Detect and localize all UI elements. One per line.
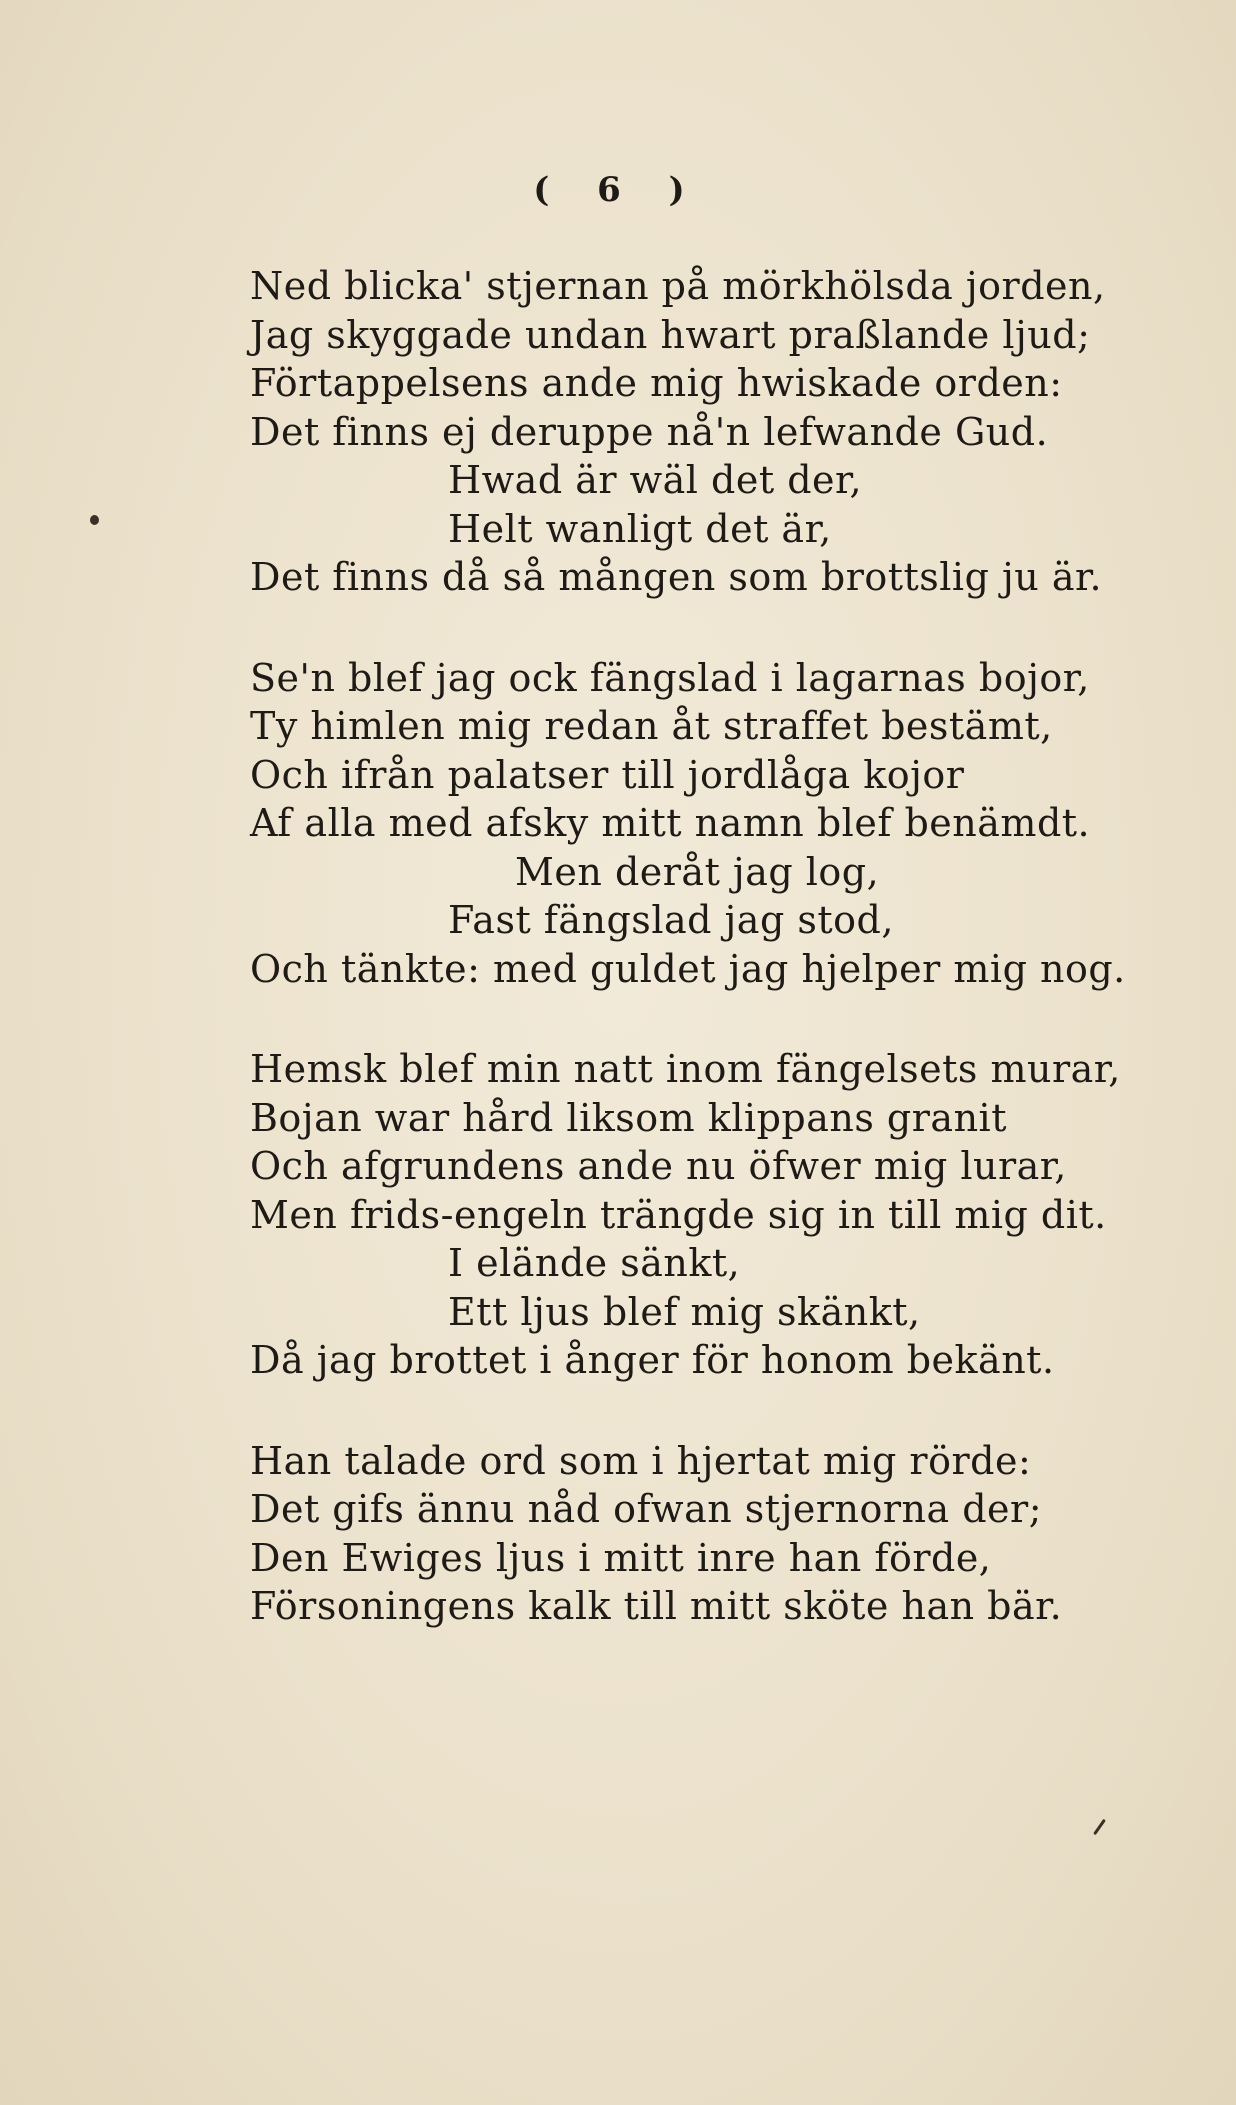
verse-line: Och ifrån palatser till jordlåga kojor bbox=[250, 752, 965, 797]
verse-line: Försoningens kalk till mitt sköte han bär. bbox=[250, 1584, 1063, 1628]
verse-line-indented: Hwad är wäl det der, bbox=[448, 458, 863, 502]
verse-line: Det gifs ännu nåd ofwan stjernorna der; bbox=[250, 1487, 1043, 1531]
verse-line: Det finns ej deruppe nå'n lefwande Gud. bbox=[250, 409, 1049, 454]
ink-mark bbox=[1093, 1819, 1106, 1835]
ink-speck bbox=[90, 515, 99, 525]
stanza bbox=[250, 654, 1150, 994]
verse-line: Af alla med afsky mitt namn blef benämdt. bbox=[250, 801, 1091, 845]
verse-line: Se'n blef jag ock fängslad i lagarnas bojor, bbox=[250, 655, 1090, 700]
poem bbox=[250, 262, 1150, 1683]
verse-line: Ty himlen mig redan åt straffet bestämt, bbox=[250, 704, 1053, 748]
verse-line: Hemsk blef min natt inom fängelsets murar, bbox=[250, 1047, 1121, 1091]
verse-line-indented: Fast fängslad jag stod, bbox=[448, 898, 894, 942]
stanza bbox=[250, 1437, 1150, 1631]
page-number: ( 6 ) bbox=[533, 170, 703, 210]
verse-line: Och tänkte: med guldet jag hjelper mig nog. bbox=[250, 946, 1126, 991]
verse-line-indented: Helt wanligt det är, bbox=[448, 506, 832, 551]
verse-line: Men frids-engeln trängde sig in till mig dit. bbox=[250, 1192, 1107, 1237]
verse-line: Han talade ord som i hjertat mig rörde: bbox=[250, 1438, 1032, 1483]
stanza bbox=[250, 262, 1150, 602]
verse-line: Då jag brottet i ånger för honom bekänt. bbox=[250, 1338, 1055, 1382]
stanza bbox=[250, 1045, 1150, 1385]
verse-line: Den Ewiges ljus i mitt inre han förde, bbox=[250, 1535, 992, 1580]
verse-line: Det finns då så mången som brottslig ju är. bbox=[250, 555, 1103, 599]
verse-line: Och afgrundens ande nu öfwer mig lurar, bbox=[250, 1144, 1067, 1188]
verse-line: Bojan war hård liksom klippans granit bbox=[250, 1095, 1007, 1140]
verse-line-indented: Ett ljus blef mig skänkt, bbox=[448, 1289, 921, 1334]
verse-line: Förtappelsens ande mig hwiskade orden: bbox=[250, 361, 1063, 405]
verse-line: Jag skyggade undan hwart praßlande ljud; bbox=[250, 312, 1091, 357]
verse-line-indented: I elände sänkt, bbox=[448, 1241, 741, 1285]
verse-line-indented: Men deråt jag log, bbox=[515, 849, 880, 894]
verse-line: Ned blicka' stjernan på mörkhölsda jorden, bbox=[250, 264, 1106, 308]
